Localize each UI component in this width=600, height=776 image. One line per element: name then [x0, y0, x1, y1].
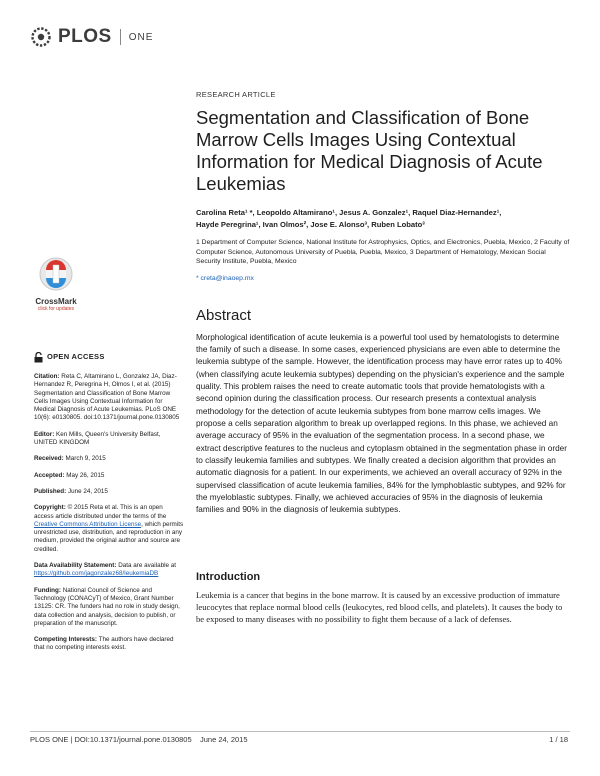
data-availability — [34, 562, 184, 579]
copyright — [34, 504, 184, 554]
article-type: RESEARCH ARTICLE — [196, 90, 276, 99]
abstract-heading: Abstract — [196, 306, 252, 324]
footer-divider — [30, 731, 570, 732]
authors-line-2: Hayde Peregrina¹, Ivan Olmos², Jose E. Alonso³, Ruben Lobato³ — [196, 220, 425, 230]
footer-citation: PLOS ONE | DOI:10.1371/journal.pone.0130805 June 24, 2015 — [30, 735, 248, 744]
journal-logo — [30, 26, 153, 48]
crossmark-label: CrossMark — [35, 297, 77, 306]
corresponding-email-link[interactable]: * creta@inaoep.mx — [196, 274, 254, 282]
introduction-heading: Introduction — [196, 570, 261, 583]
logo-divider — [120, 29, 121, 45]
affiliations: 1 Department of Computer Science, National Institute for Astrophysics, Optics, and Electronics, Puebla, Mexico, 2 Faculty of Computer Science, Autonomous University of Puebla, Puebla, Mexico, 3 Department of Hematology, Mexican Social Security Institute, Puebla, Mexico — [196, 239, 570, 266]
accepted — [34, 472, 184, 480]
introduction-text: Leukemia is a cancer that begins in the bone marrow. It is caused by an excessive production of immature leucocytes that replace normal blood cells (leukocytes, red blood cells, and platelets). It causes the body to be exposed to many diseases with no possibility to fight them because of a lack of defenses. — [196, 589, 563, 624]
copyright-text-end: , which permits unrestricted use, distribution, and reproduction in any medium, provided the original author and source are credited. — [34, 520, 184, 553]
funding-label: Funding: — [34, 586, 61, 594]
competing-interests-text: The authors have declared that no competing interests exist. — [34, 636, 174, 652]
funding — [34, 587, 184, 628]
copyright-text: © 2015 Reta et al. This is an open access article distributed under the terms of the — [34, 504, 167, 520]
data-repository-link[interactable]: https://github.com/jagonzalez68/leukemiaDB — [34, 570, 159, 578]
received — [34, 455, 184, 463]
citation-text: Reta C, Altamirano L, Gonzalez JA, Diaz-Hernandez R, Peregrina H, Olmos I, et al. (2015) Segmentation and Classification of Bone Marrow Cells Images Using Contextual Information for Medical Diagnosis of Acute Leukemias. PLoS ONE 10(6): e0130805. doi:10.1371/journal.pone.0130805 — [34, 373, 180, 422]
published — [34, 488, 184, 496]
crossmark-icon — [39, 257, 73, 291]
author-list — [196, 207, 570, 231]
accepted-date: May 26, 2015 — [66, 471, 105, 479]
article-title: Segmentation and Classification of Bone Marrow Cells Images Using Contextual Information for Medical Diagnosis of Acute Leukemias — [196, 107, 543, 194]
copyright-label: Copyright: — [34, 504, 66, 512]
competing-interests — [34, 636, 184, 653]
journal-name: ONE — [128, 31, 154, 43]
published-label: Published: — [34, 487, 67, 495]
crossmark-sublabel: click for updates — [37, 306, 75, 312]
published-date: June 24, 2015 — [67, 487, 108, 495]
editor — [34, 431, 184, 448]
competing-interests-label: Competing Interests: — [34, 636, 97, 644]
main-column — [196, 90, 570, 625]
received-date: March 9, 2015 — [65, 455, 106, 463]
received-label: Received: — [34, 455, 64, 463]
license-link[interactable]: Creative Commons Attribution License — [34, 520, 142, 528]
funding-text: National Council of Science and Technology (CONACyT) of Mexico, Grant Number 13125: CR. The funders had no role in study design, data collection and analysis, decision to publish, or preparation of the manuscript. — [34, 586, 180, 627]
accepted-label: Accepted: — [34, 471, 65, 479]
editor-label: Editor: — [34, 430, 55, 438]
open-access-badge — [34, 352, 184, 363]
article-info-sidebar — [34, 352, 184, 661]
page-number: 1 / 18 — [549, 735, 568, 744]
crossmark-badge[interactable] — [34, 257, 78, 312]
citation — [34, 373, 184, 423]
editor-text: Ken Mills, Queen's University Belfast, UNITED KINGDOM — [34, 430, 161, 447]
data-availability-label: Data Availability Statement: — [34, 562, 117, 570]
open-access-label: OPEN ACCESS — [47, 352, 105, 362]
authors-line-1: Carolina Reta¹ *, Leopoldo Altamirano¹, Jesus A. Gonzalez¹, Raquel Diaz-Hernandez¹, — [196, 208, 502, 218]
abstract-text: Morphological identification of acute leukemia is a powerful tool used by hematologists to determine the family of such a disease. In some cases, experienced physicians are even able to determine the leukemia subtype of the sample. However, the identification process may have error rates up to 40% (when classifying acute leukemia subtypes) depending on the physician's experience and the sample quality. This problem raises the need to create automatic tools that provide hematologists with a second opinion during the classification process. Our research presents a contextual analysis methodology for the detection of acute leukemia subtypes from bone marrow cells images. We propose a cells separation algorithm to break up overlapped regions. In this phase, we achieved an average accuracy of 95% in the evaluation of the segmentation process. In a second phase, we extract descriptive features to the nucleus and cytoplasm obtained in the segmentation phase in order to classify leukemia families and subtypes. We finally created a decision algorithm that provides an automatic diagnosis for a patient. In our experiments, we achieved an overall accuracy of 92% in the supervised classification of acute leukemia families, 84% for the lymphoblastic subtypes, and 92% for the myeloblastic subtypes. Finally, we achieved accuracies of 95% in the diagnosis of leukemia families and 90% in the diagnosis of leukemia subtypes. — [196, 332, 568, 515]
open-lock-icon — [34, 352, 43, 363]
citation-label: Citation: — [34, 373, 60, 380]
data-availability-text: Data are available at — [118, 562, 176, 570]
plos-logo-icon — [30, 26, 52, 48]
logo-text: PLOS — [58, 26, 112, 47]
